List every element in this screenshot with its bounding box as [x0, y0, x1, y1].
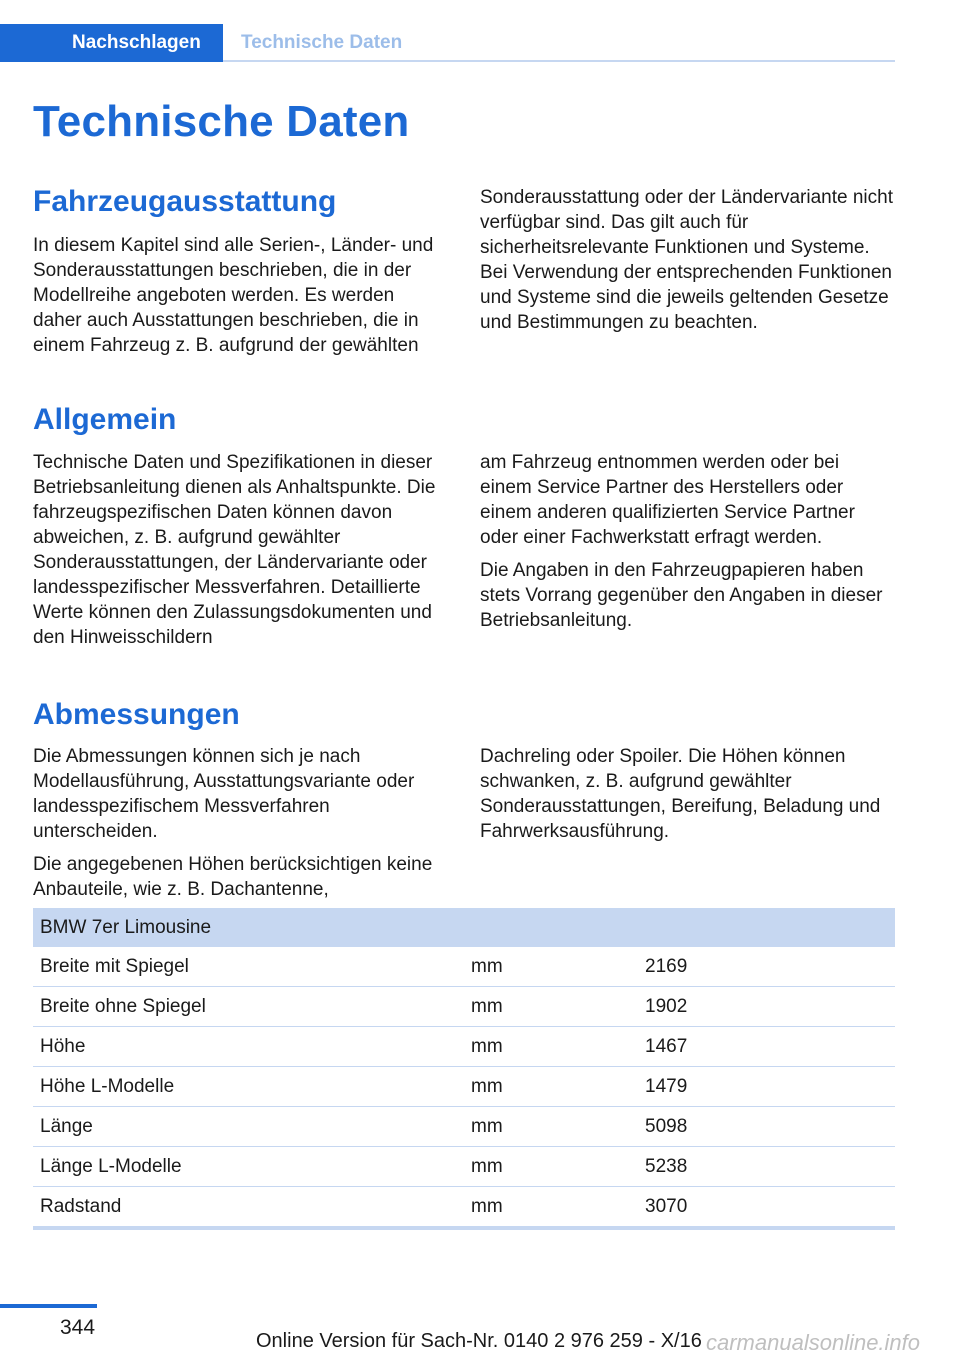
section-title-abmessungen: Abmessungen — [33, 698, 240, 731]
section-title-fahrzeugausstattung: Fahrzeugausstattung — [33, 185, 337, 218]
abmessungen-right-column — [480, 744, 895, 852]
table-cell-unit: mm — [464, 947, 638, 987]
dimensions-table — [33, 908, 895, 1230]
table-header-cell: BMW 7er Limousine — [33, 908, 895, 947]
table-row — [33, 1027, 895, 1067]
table-cell-value: 3070 — [638, 1187, 895, 1229]
table-cell-label: Höhe L-Modelle — [33, 1067, 464, 1107]
paragraph: Die Angaben in den Fahrzeugpapieren haben stets Vorrang gegenüber den Angaben in dieser Betriebsanleitung. — [480, 560, 883, 631]
paragraph: Die angegebenen Höhen berücksichtigen keine Anbauteile, wie z. B. Dachantenne, — [33, 854, 433, 900]
table-cell-value: 5238 — [638, 1147, 895, 1187]
table-cell-value: 5098 — [638, 1107, 895, 1147]
allgemein-left-column — [33, 450, 448, 658]
page-number: 344 — [60, 1316, 96, 1339]
fahrzeug-right-column — [480, 185, 895, 343]
paragraph: Technische Daten und Spezifikationen in dieser Betriebsanleitung dienen als Anhaltspunkte. Die fahrzeugspezifischen Daten können davon abweichen, z. B. aufgrund gewählter Sonderausstattungen, der Ländervariante oder landesspezifischer Messverfahren. Detaillierte Werte können den Zulassungsdokumenten und den Hinweisschildern — [33, 452, 436, 648]
table-cell-label: Breite ohne Spiegel — [33, 987, 464, 1027]
table-cell-label: Radstand — [33, 1187, 464, 1229]
table-cell-value: 1467 — [638, 1027, 895, 1067]
section-title-allgemein: Allgemein — [33, 403, 177, 436]
table-cell-label: Länge L-Modelle — [33, 1147, 464, 1187]
table-row — [33, 987, 895, 1027]
table-row — [33, 1107, 895, 1147]
table-row — [33, 1187, 895, 1229]
table-cell-unit: mm — [464, 1067, 638, 1107]
table-cell-label: Höhe — [33, 1027, 464, 1067]
paragraph: Die Abmessungen können sich je nach Modellausführung, Ausstattungsvariante oder landesspezifischem Messverfahren unterscheiden. — [33, 746, 415, 842]
tab-technische-daten[interactable]: Technische Daten — [241, 32, 403, 53]
tab-underline — [223, 60, 895, 62]
abmessungen-left-column — [33, 744, 448, 910]
table-header-row — [33, 908, 895, 947]
paragraph: In diesem Kapitel sind alle Serien-, Länder- und Sonderausstattungen beschrieben, die in der Modellreihe angeboten werden. Es werden daher auch Ausstattungen beschrieben, die in einem Fahrzeug z. B. aufgrund der gewählten — [33, 235, 434, 356]
table-cell-value: 1902 — [638, 987, 895, 1027]
watermark: carmanualsonline.info — [706, 1330, 921, 1355]
paragraph: Dachreling oder Spoiler. Die Höhen können schwanken, z. B. aufgrund gewählter Sonderausstattungen, Bereifung, Beladung und Fahrwerksausführung. — [480, 746, 881, 842]
paragraph: am Fahrzeug entnommen werden oder bei einem Service Partner des Herstellers oder einem anderen qualifizierten Service Partner oder einer Fachwerkstatt erfragt werden. — [480, 452, 855, 548]
table-cell-unit: mm — [464, 1107, 638, 1147]
allgemein-right-column — [480, 450, 895, 641]
fahrzeug-left-column — [33, 233, 448, 366]
table-cell-unit: mm — [464, 987, 638, 1027]
table-cell-value: 2169 — [638, 947, 895, 987]
table-cell-label: Breite mit Spiegel — [33, 947, 464, 987]
table-cell-unit: mm — [464, 1147, 638, 1187]
table-cell-value: 1479 — [638, 1067, 895, 1107]
footer-online-version: Online Version für Sach-Nr. 0140 2 976 259 - X/16 — [256, 1330, 702, 1352]
table-row — [33, 947, 895, 987]
table-row — [33, 1147, 895, 1187]
table-cell-unit: mm — [464, 1187, 638, 1229]
paragraph: Sonderausstattung oder der Ländervariante nicht verfügbar sind. Das gilt auch für sicherheitsrelevante Funktionen und Systeme. Bei Verwendung der entsprechenden Funktionen und Systeme sind die jeweils geltenden Gesetze und Bestimmungen zu beachten. — [480, 187, 893, 333]
table-row — [33, 1067, 895, 1107]
tab-nachschlagen[interactable]: Nachschlagen — [0, 24, 223, 62]
table-cell-unit: mm — [464, 1027, 638, 1067]
header-tabbar — [0, 24, 895, 62]
table-cell-label: Länge — [33, 1107, 464, 1147]
page-title: Technische Daten — [33, 97, 410, 146]
page-number-bar — [0, 1304, 97, 1308]
